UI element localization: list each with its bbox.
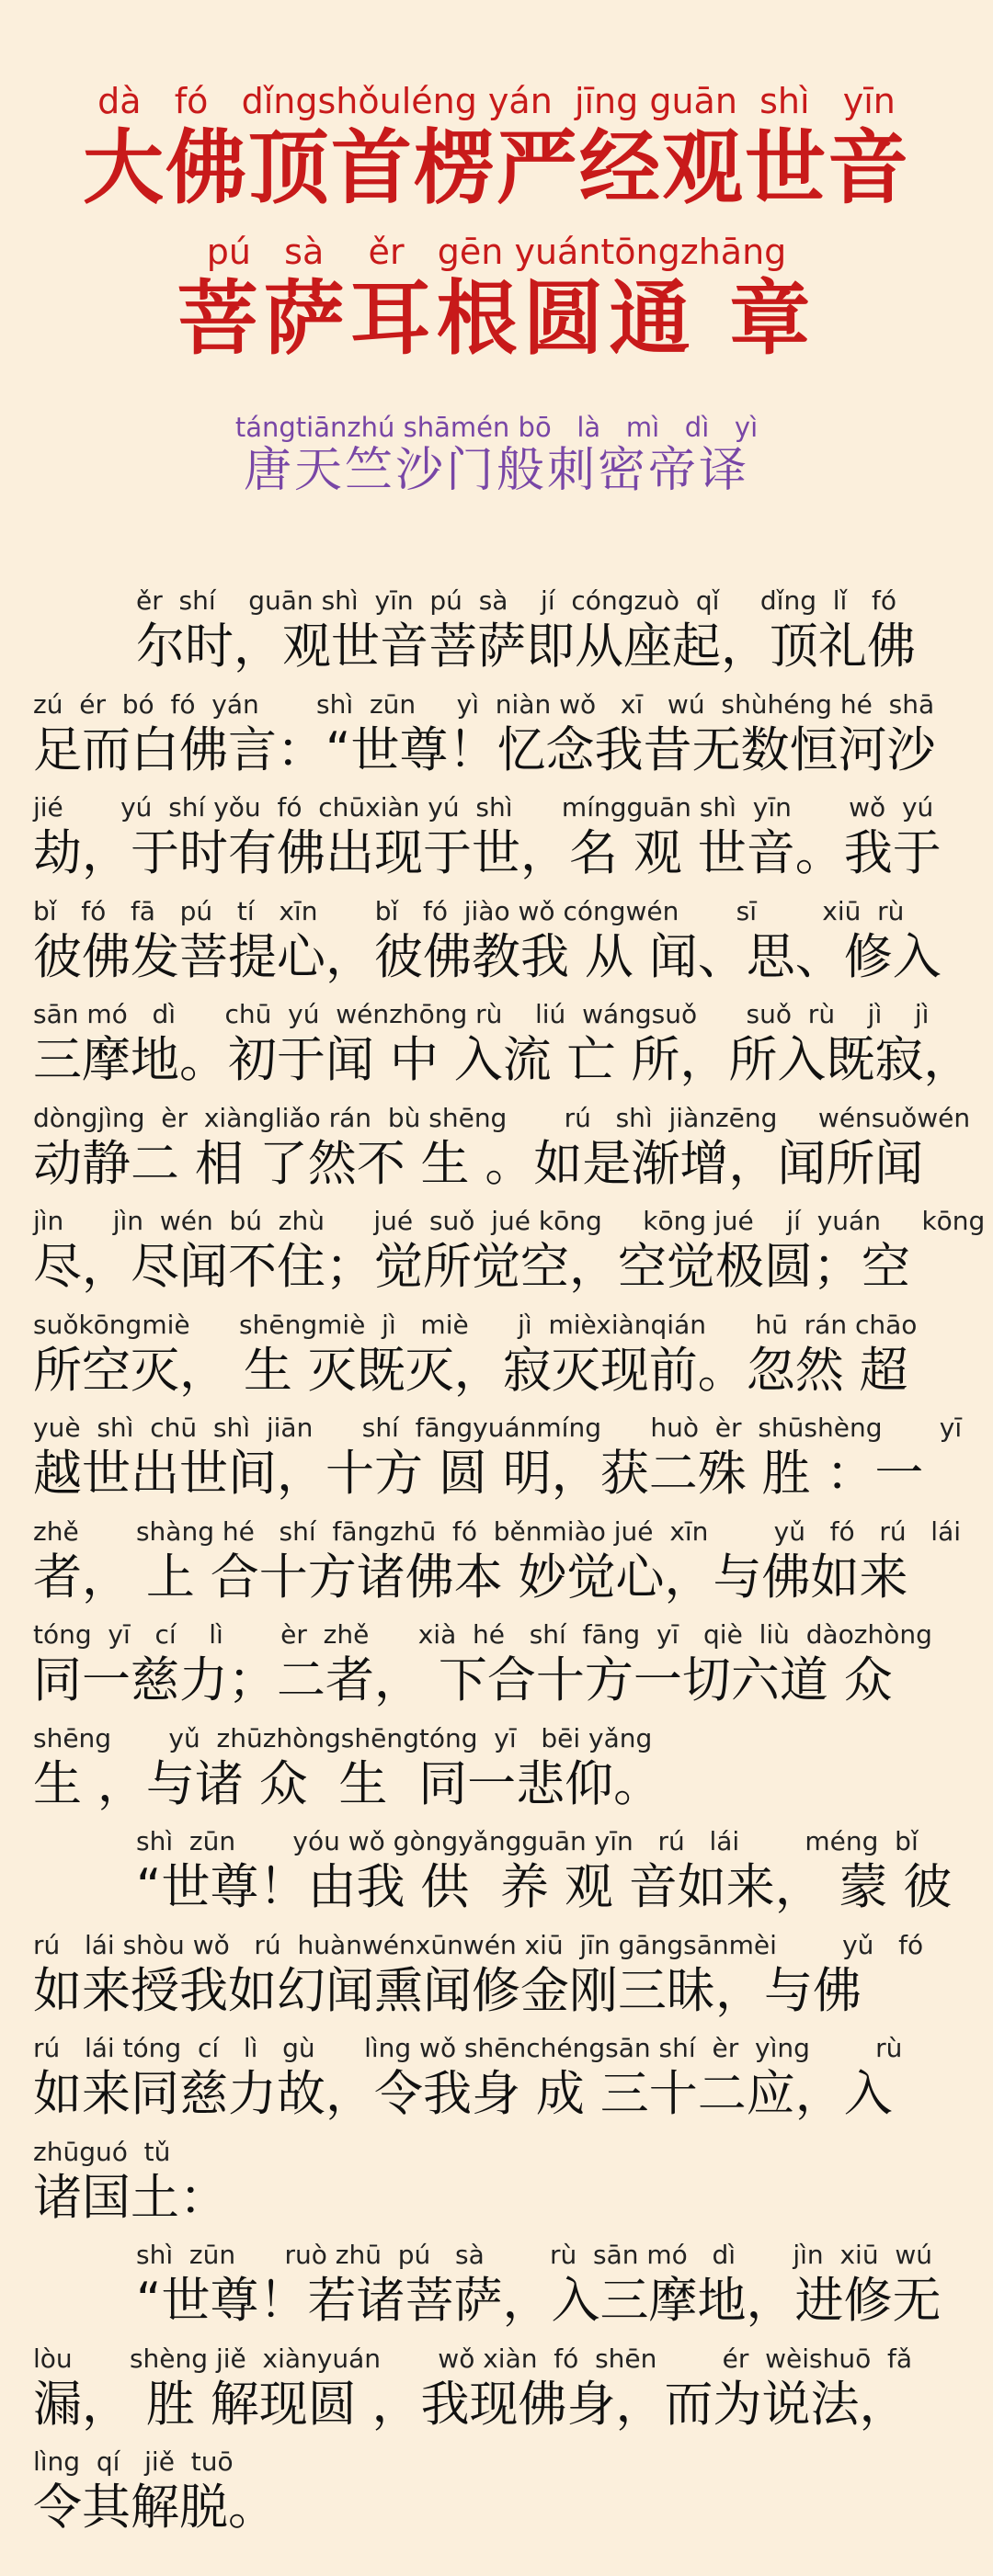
line-pinyin: dòngjìng èr xiàngliǎo rán bù shēng rú shì jiànzēng wénsuǒwén <box>33 1102 971 1133</box>
line-pinyin: shēng yǔ zhūzhòngshēngtóng yī bēi yǎng <box>33 1722 653 1753</box>
line-text: 生 ，与诸 众 生 同一悲仰。 <box>33 1755 663 1812</box>
line-text: 漏， 胜 解现圆 ，我现佛身，而为说法， <box>33 2376 908 2433</box>
scripture-line <box>0 1412 993 1515</box>
scripture-line <box>0 895 993 999</box>
scripture-line <box>0 2343 993 2446</box>
line-text: “世尊！由我 供 养 观 音如来， 蒙 彼 <box>136 1859 953 1915</box>
scripture-line <box>0 1102 993 1206</box>
scripture-line <box>0 688 993 792</box>
title1-pinyin: dà fó dǐngshǒuléng yán jīng guān shì yīn <box>97 81 896 121</box>
translator-credit <box>0 366 993 498</box>
line-pinyin: rú lái tóng cí lì gù lìng wǒ shēnchéngsān shí èr yìng rù <box>33 2033 903 2063</box>
line-text: 诸国土： <box>33 2169 228 2226</box>
line-pinyin: zú ér bó fó yán shì zūn yì niàn wǒ xī wú shùhéng hé shā <box>33 688 935 720</box>
scripture-line <box>0 1515 993 1619</box>
title1-text: 大佛顶首楞严经观世音 <box>82 120 910 215</box>
line-pinyin: jìn jìn wén bú zhù jué suǒ jué kōng kōng jué jí yuán kōng <box>33 1206 986 1236</box>
scripture-line <box>0 1825 993 1929</box>
scripture-line <box>0 2136 993 2240</box>
scripture-line <box>0 2445 993 2549</box>
line-pinyin: sān mó dì chū yú wénzhōng rù liú wángsuǒ suǒ rù jì jì <box>33 999 930 1029</box>
line-text: 三摩地。初于闻 中 入流 亡 所，所入既寂， <box>33 1032 973 1088</box>
translator-text: 唐天竺沙门般刺密帝译 <box>243 443 749 498</box>
line-pinyin: shì zūn yóu wǒ gòngyǎngguān yīn rú lái méng bǐ <box>136 1826 919 1856</box>
line-text: 彼佛发菩提心，彼佛教我 从 闻、思、修入 <box>33 928 942 985</box>
line-pinyin: tóng yī cí lì èr zhě xià hé shí fāng yī qiè liù dàozhòng <box>33 1619 932 1650</box>
line-text: 尔时，观世音菩萨即从座起，顶礼佛 <box>136 618 916 675</box>
line-pinyin: rú lái shòu wǒ rú huànwénxūnwén xiū jīn gāngsānmèi yǔ fó <box>33 1929 924 1960</box>
line-pinyin: ěr shí guān shì yīn pú sà jí cóngzuò qǐ dǐng lǐ fó <box>136 585 897 616</box>
line-pinyin: shì zūn ruò zhū pú sà rù sān mó dì jìn xiū wú <box>136 2240 933 2270</box>
scripture-line <box>0 1205 993 1309</box>
line-text: 者， 上 合十方诸佛本 妙觉心，与佛如来 <box>33 1549 908 1606</box>
line-pinyin: bǐ fó fā pú tí xīn bǐ fó jiào wǒ cóngwén sī xiū rù <box>33 895 905 926</box>
scripture-line <box>0 2032 993 2136</box>
title2-text: 菩萨耳根圆通 章 <box>177 271 816 366</box>
line-pinyin: lòu shèng jiě xiànyuán wǒ xiàn fó shēn ér wèishuō fǎ <box>33 2343 913 2374</box>
line-text: 足而白佛言：“世尊！忆念我昔无数恒河沙 <box>33 721 936 778</box>
scripture-line <box>0 1722 993 1826</box>
line-pinyin: jié yú shí yǒu fó chūxiàn yú shì míngguān shì yīn wǒ yú <box>33 792 934 823</box>
line-pinyin: suǒkōngmiè shēngmiè jì miè jì mièxiànqián hū rán chāo <box>33 1309 918 1340</box>
line-text: 同一慈力；二者， 下合十方一切六道 众 <box>33 1652 893 1708</box>
scripture-line <box>0 1309 993 1413</box>
scripture-body <box>0 498 993 2549</box>
line-text: 所空灭， 生 灭既灭，寂灭现前。忽然 超 <box>33 1342 908 1399</box>
header <box>0 0 993 498</box>
line-text: 越世出世间，十方 圆 明，获二殊 胜 ：一 <box>33 1446 924 1502</box>
scripture-line <box>0 2239 993 2343</box>
translator-pinyin: tángtiānzhú shāmén bō là mì dì yì <box>234 412 759 443</box>
scripture-line <box>0 1618 993 1722</box>
line-pinyin: lìng qí jiě tuō <box>33 2446 234 2477</box>
scripture-line <box>0 791 993 895</box>
line-text: 令其解脱。 <box>33 2480 277 2536</box>
scripture-line <box>0 998 993 1102</box>
line-text: 劫，于时有佛出现于世，名 观 世音。我于 <box>33 825 942 881</box>
line-pinyin: zhūguó tǔ <box>33 2136 171 2167</box>
line-text: 如来同慈力故，令我身 成 三十二应，入 <box>33 2066 893 2122</box>
line-text: 如来授我如幻闻熏闻修金刚三昧，与佛 <box>33 1962 862 2019</box>
line-text: 动静二 相 了然不 生 。如是渐增，闻所闻 <box>33 1135 924 1192</box>
line-text: “世尊！若诸菩萨，入三摩地，进修无 <box>136 2273 942 2329</box>
scripture-line <box>0 584 993 688</box>
scripture-line <box>0 1929 993 2033</box>
title-main <box>0 0 993 366</box>
line-text: 尽，尽闻不住；觉所觉空，空觉极圆；空 <box>33 1239 910 1295</box>
line-pinyin: zhě shàng hé shí fāngzhū fó běnmiào jué xīn yǔ fó rú lái <box>33 1515 962 1547</box>
line-pinyin: yuè shì chū shì jiān shí fāngyuánmíng huò èr shūshèng yī <box>33 1413 963 1443</box>
title2-pinyin: pú sà ěr gēn yuántōngzhāng <box>206 232 787 272</box>
